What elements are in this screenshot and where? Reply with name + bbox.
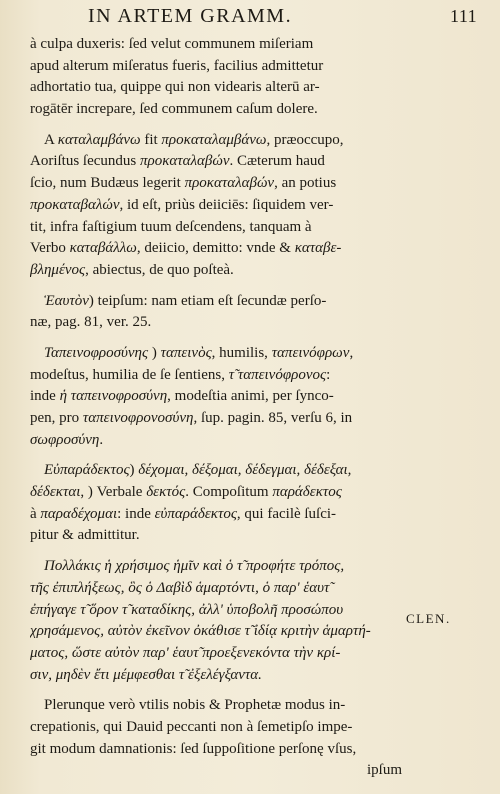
latin-text: apud alterum miſeratus fueris, facilius admittetur: [30, 57, 324, 74]
latin-text: inde: [30, 388, 60, 405]
greek-text: δεκτός: [146, 484, 186, 501]
greek-text: καταλαμβάνω: [57, 131, 141, 148]
greek-text: προκαταλαμβάνω: [161, 131, 267, 148]
greek-text: προκαταλαβών: [140, 153, 230, 170]
text-line: [30, 130, 402, 152]
text-line: [30, 578, 402, 600]
text-line: [30, 386, 402, 408]
latin-text: Verbo: [30, 240, 70, 257]
text-line: [30, 34, 402, 56]
paragraph-gap: [30, 451, 402, 460]
latin-text: Aoriſtus ſecundus: [30, 153, 140, 170]
text-line: [30, 56, 402, 78]
greek-text: ματος, ὥστε αὐτὸν παρ' ἑαυτ̃ προεξενεκόντα τὴν κρί-: [30, 644, 341, 661]
text-line: [30, 77, 402, 99]
greek-text: προκαταλαβών: [184, 175, 275, 192]
latin-text: crepationis, qui Dauid peccanti non à ſemetipſo impe-: [30, 718, 353, 735]
greek-text: προκαταβαλών: [30, 196, 120, 213]
text-line: [30, 260, 402, 282]
text-line: [30, 621, 402, 643]
latin-text: ): [129, 462, 139, 479]
greek-text: ἐπήγαγε τ̃ ὅρον τ̃ καταδίκης, ἀλλ' ὑποβολῆ προσώπου: [30, 601, 344, 618]
latin-text: fit: [140, 131, 162, 148]
greek-text: καταβε-: [294, 240, 342, 257]
latin-text: . Compoſitum: [185, 484, 273, 501]
latin-text: , an potius: [274, 175, 337, 192]
latin-text: ipſum: [366, 762, 402, 779]
text-line: [30, 460, 402, 482]
paragraph-gap: [30, 282, 402, 291]
greek-text: δέχομαι, δέξομαι, δέδεγμαι, δέδεξαι,: [138, 462, 352, 479]
latin-text: , qui facilè ſuſci-: [236, 505, 337, 522]
text-line: [30, 312, 402, 334]
greek-text: καταβάλλω: [69, 240, 137, 257]
latin-text: , humilis,: [211, 344, 272, 361]
latin-text: tit, infra faſtigium tuum deſcendens, tanquam à: [30, 218, 312, 235]
latin-text: ) teipſum: nam etiam eſt ſecundæ perſo-: [88, 292, 327, 309]
latin-text: :: [326, 366, 331, 383]
page-header: [0, 3, 500, 33]
paragraph: [30, 130, 402, 282]
latin-text: , deiicio, demitto: vnde &: [136, 240, 295, 257]
margin-note: CLEN.: [406, 611, 451, 626]
paragraph-gap: [30, 334, 402, 343]
text-line: [30, 238, 402, 260]
text-line: [30, 365, 402, 387]
text-line: [30, 665, 402, 687]
text-line: [30, 760, 402, 782]
text-line: [30, 643, 402, 665]
greek-text: ταπεινοφρονοσύνη: [82, 410, 194, 426]
text-line: [30, 600, 402, 622]
greek-text: χρησάμενος, αὐτὸν ἐκεῖνον ὀκάθισε τ̃ ἰδίᾳ κριτὴν ἁμαρτή-: [30, 623, 371, 640]
text-line: [30, 217, 402, 239]
text-line: [30, 717, 402, 739]
paragraph-gap: [30, 121, 402, 130]
text-line: [30, 343, 402, 365]
greek-text: Πολλάκις ἡ χρήσιμος ἡμῖν καὶ ὁ τ̃ προφήτε τρόπος,: [44, 558, 345, 575]
paragraph: [30, 556, 402, 686]
latin-text: : inde: [117, 505, 155, 522]
greek-text: Ἑαυτὸν: [44, 292, 89, 309]
greek-text: παράδεκτος: [272, 484, 342, 501]
greek-text: δέδεκται: [30, 484, 81, 501]
latin-text: git modum damnationis: ſed ſuppoſitione perſonę vſus,: [30, 740, 357, 757]
latin-text: . Cæterum haud: [229, 153, 325, 170]
text-line: [30, 195, 402, 217]
latin-text: à culpa duxeris: ſed velut communem miſeriam: [30, 36, 314, 52]
latin-text: , modeſtia animi, per ſynco-: [167, 388, 334, 405]
greek-text: τ̃ ταπεινόφρονος: [228, 366, 327, 383]
text-column: [30, 34, 402, 782]
latin-text: ſcio, num Budæus legerit: [30, 175, 185, 192]
latin-text: à: [30, 505, 41, 522]
greek-text: εὐπαράδεκτος: [154, 505, 237, 522]
latin-text: ): [148, 344, 161, 361]
text-line: [30, 482, 402, 504]
paragraph: [30, 460, 402, 547]
greek-text: ἡ ταπεινοφροσύνη: [59, 388, 168, 405]
latin-text: A: [44, 131, 58, 148]
greek-text: παραδέχομαι: [40, 505, 118, 522]
latin-text: , præoccupo,: [266, 131, 344, 148]
paragraph: [30, 343, 402, 451]
latin-text: modeſtus, humilia de ſe ſentiens,: [30, 366, 229, 383]
text-line: [30, 556, 402, 578]
latin-text: , ) Verbale: [80, 484, 147, 501]
latin-text: næ, pag. 81, ver. 25.: [30, 314, 152, 331]
text-line: [30, 525, 402, 547]
paragraph: [30, 291, 402, 334]
greek-text: Εὐπαράδεκτος: [44, 462, 130, 479]
running-head: IN ARTEM GRAMM.: [88, 5, 293, 27]
latin-text: , ſup. pagin. 85, verſu 6, in: [193, 410, 353, 426]
text-line: [30, 99, 402, 121]
text-line: [30, 504, 402, 526]
greek-text: Ταπεινοφροσύνης: [44, 344, 149, 361]
greek-text: ταπεινὸς: [160, 344, 212, 361]
paragraph: [30, 34, 402, 121]
greek-text: βλημένος: [30, 261, 86, 278]
greek-text: ταπεινόφρων: [271, 344, 350, 361]
text-line: [30, 408, 402, 430]
paragraph-gap: [30, 686, 402, 695]
page-number: 111: [450, 6, 478, 26]
text-line: [30, 695, 402, 717]
latin-text: , id eſt, priùs deiiciēs: ſiquidem ver-: [119, 196, 334, 213]
latin-text: pitur & admittitur.: [30, 527, 140, 544]
latin-text: pen, pro: [30, 410, 83, 426]
paragraph: [30, 695, 402, 782]
latin-text: ,: [349, 344, 354, 361]
greek-text: σιν, μηδὲν ἔτι μέμφεσθαι τ̃ ἐξελέγξαντα.: [30, 666, 262, 683]
latin-text: , abiectus, de quo poſteà.: [85, 261, 234, 278]
text-line: [30, 291, 402, 313]
greek-text: τῆς ἐπιπλήξεως, ὃς ὁ Δαβὶδ ἁμαρτόντι, ὁ παρ' ἑαυτ̃: [30, 579, 330, 596]
paragraph-gap: [30, 547, 402, 556]
text-line: [30, 430, 402, 452]
text-line: [30, 173, 402, 195]
latin-text: Plerunque verò vtilis nobis & Prophetæ modus in-: [44, 697, 346, 714]
latin-text: rogātēr increpare, ſed communem caſum dolere.: [30, 101, 318, 118]
text-line: [30, 739, 402, 761]
greek-text: σωφροσύνη: [30, 431, 100, 448]
latin-text: adhortatio tua, quippe qui non videaris alterū ar-: [30, 79, 320, 96]
text-line: [30, 151, 402, 173]
latin-text: .: [99, 431, 104, 448]
